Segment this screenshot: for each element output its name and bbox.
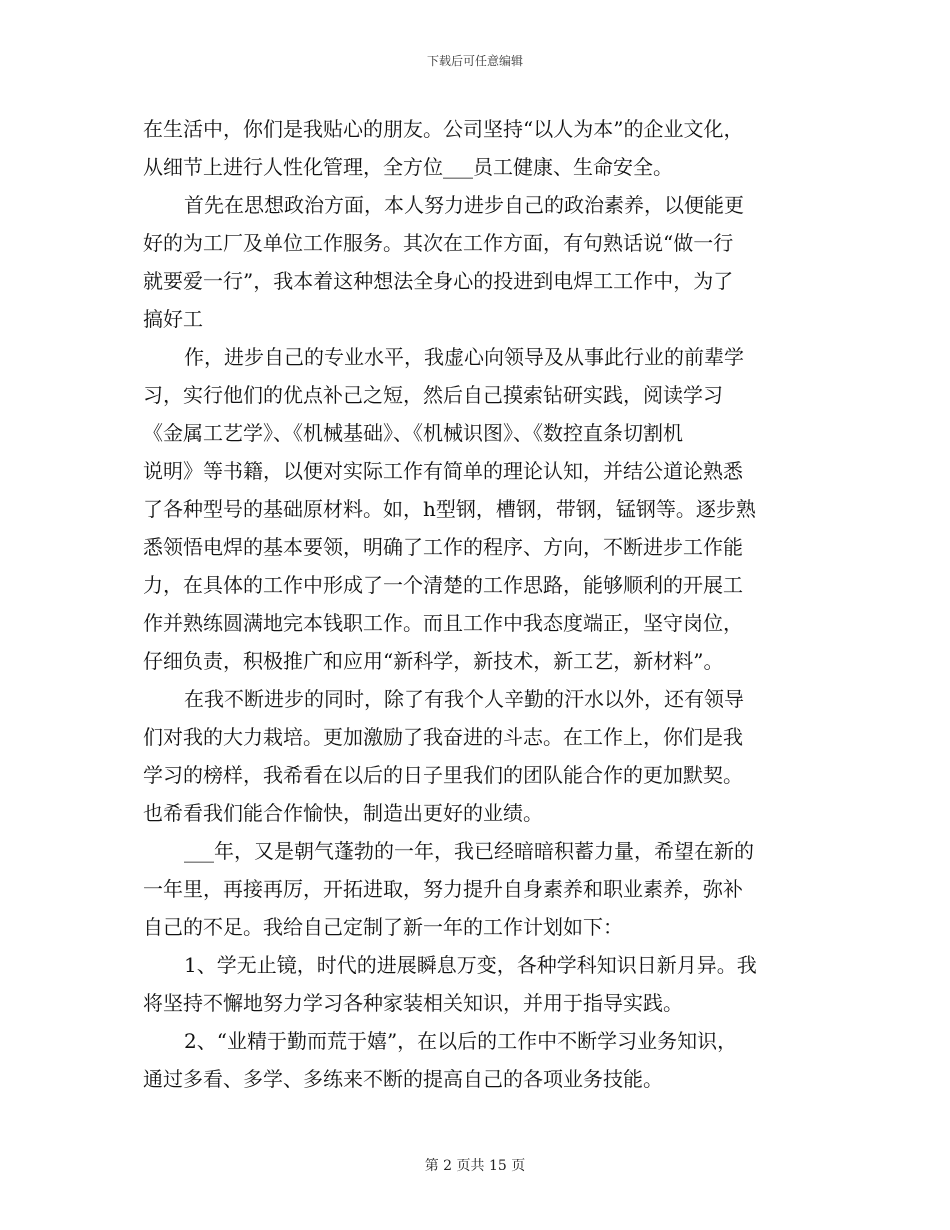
text-line: 从细节上进行人性化管理，全方位___员工健康、生命安全。 xyxy=(143,155,673,179)
text-line: 了各种型号的基础原材料。如，h型钢，槽钢，带钢，锰钢等。逐步熟 xyxy=(143,497,756,521)
text-line: 作，进步自己的专业水平，我虚心向领导及从事此行业的前辈学 xyxy=(184,345,744,369)
page-header: 下载后可任意编辑 xyxy=(426,54,523,68)
text-line: 在生活中，你们是我贴心的朋友。公司坚持“以人为本”的企业文化， xyxy=(143,117,744,141)
text-line: 在我不断进步的同时，除了有我个人辛勤的汗水以外，还有领导 xyxy=(184,687,744,711)
text-line: 通过多看、多学、多练来不断的提高自己的各项业务技能。 xyxy=(143,1067,663,1091)
text-line: 一年里，再接再厉，开拓进取，努力提升自身素养和职业素养，弥补 xyxy=(143,877,743,901)
text-line: 1、学无止镜，时代的进展瞬息万变，各种学科知识日新月异。我 xyxy=(184,953,757,977)
text-line: 仔细负责，积极推广和应用“新科学，新技术，新工艺，新材料”。 xyxy=(143,649,724,673)
text-line: 自己的不足。我给自己定制了新一年的工作计划如下： xyxy=(143,915,623,939)
text-line: 悉领悟电焊的基本要领，明确了工作的程序、方向，不断进步工作能 xyxy=(143,535,743,559)
page-footer: 第 2 页共 15 页 xyxy=(424,1158,526,1174)
text-line: 力，在具体的工作中形成了一个清楚的工作思路，能够顺利的开展工 xyxy=(143,573,743,597)
text-line: 就要爱一行”，我本着这种想法全身心的投进到电焊工工作中，为了 xyxy=(143,269,734,293)
text-line: 2、“业精于勤而荒于嬉”，在以后的工作中不断学习业务知识， xyxy=(184,1029,738,1053)
text-line: 说明》等书籍，以便对实际工作有简单的理论认知，并结公道论熟悉 xyxy=(143,459,743,483)
text-line: 搞好工 xyxy=(143,307,203,331)
text-line: 学习的榜样，我希看在以后的日子里我们的团队能合作的更加默契。 xyxy=(143,763,743,787)
text-line: 将坚持不懈地努力学习各种家装相关知识，并用于指导实践。 xyxy=(143,991,683,1015)
text-line: ___年，又是朝气蓬勃的一年，我已经暗暗积蓄力量，希望在新的 xyxy=(184,839,754,863)
text-line: 也希看我们能合作愉快，制造出更好的业绩。 xyxy=(143,801,543,825)
document-body xyxy=(143,110,808,1098)
text-line: 首先在思想政治方面，本人努力进步自己的政治素养，以便能更 xyxy=(184,193,744,217)
text-line: 习，实行他们的优点补己之短，然后自己摸索钻研实践，阅读学习 xyxy=(143,383,723,407)
text-line: 好的为工厂及单位工作服务。其次在工作方面，有句熟话说“做一行 xyxy=(143,231,734,255)
text-line: 作并熟练圆满地完本钱职工作。而且工作中我态度端正，坚守岗位， xyxy=(143,611,743,635)
text-line: 《金属工艺学》、《机械基础》、《机械识图》、《数控直条切割机 xyxy=(143,421,683,445)
text-line: 们对我的大力栽培。更加激励了我奋进的斗志。在工作上，你们是我 xyxy=(143,725,743,749)
